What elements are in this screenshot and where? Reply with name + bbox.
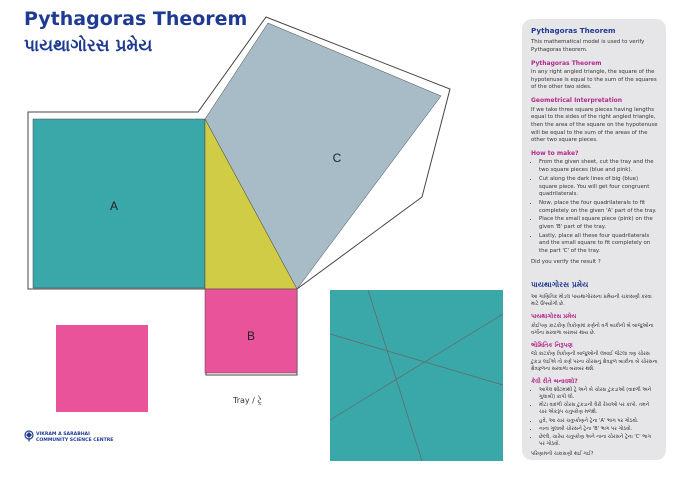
gu-section-theorem-text: કોઈપણ કાટકોણ ત્રિકોણમાં કર્ણનો વર્ગ બાકીની બે બાજુઓના વર્ગોના સરવાળા બરાબર થાય છે. xyxy=(531,322,654,336)
gu-step-item: • છેલ્લે, ચારેય ચતુષ્કોણ અને નાના ચોરસને ટ્રેના 'C' ભાગ પર ગોઠવો. xyxy=(539,434,658,448)
panel-intro: This mathematical model is used to verify Pythagoras theorem. xyxy=(531,39,645,53)
step-item: • From the given sheet, cut the tray and the two square pieces (blue and pink). xyxy=(539,159,658,174)
step-item: • Lastly, place all these four quadrilaterals and the small square to fit completely on the part 'C' of the tray. xyxy=(539,233,658,256)
label-a: A xyxy=(109,199,119,213)
tray-label: Tray / ટ્રે xyxy=(233,396,263,405)
logo-name-line2: COMMUNITY SCIENCE CENTRE xyxy=(36,438,114,444)
gujarati-section xyxy=(531,294,658,458)
section-theorem-title: Pythagoras Theorem xyxy=(531,59,602,67)
gu-step-item: • નાના ગુલાબી ચોરસને ટ્રેના 'B' ભાગ પર ગોઠવો. xyxy=(539,426,658,433)
gu-intro: આ ગાણિતિક મોડલ પાયથાગોરસના પ્રમેયની ચકાસણી કરવા માટે ઉપયોગી છે. xyxy=(531,294,652,308)
step-item: • Place the small square piece (pink) on the given 'B' part of the tray. xyxy=(539,216,658,231)
section-geometry-text: If we take three square pieces having lengths equal to the sides of the right angled triangle, then the area of the square on the hypotenuse will be equal to the sum of the areas of the other two square pieces. xyxy=(531,106,658,144)
step-item: • Now, place the four quadrilaterals to fit completely on the given 'A' part of the tray. xyxy=(539,200,658,215)
gu-section-geometry-text: જો કાટકોણ ત્રિકોણની બાજુઓની લંબાઈ જેટલા ત્રણ ચોરસ ટુકડા લઈએ તો કર્ણ પરના ચોરસનું ક્ષેત્રફળ બાકીના બે ચોરસના ક્ષેત્રફળના સરવાળા બરાબર થશે. xyxy=(531,351,658,372)
blue-square-piece xyxy=(330,290,503,461)
gu-steps-list xyxy=(531,387,658,448)
label-b: B xyxy=(246,329,256,343)
instructions-panel xyxy=(522,19,666,460)
gu-section-geometry-title: ભૌમિતિક નિરૂપણ xyxy=(531,341,573,349)
label-c: C xyxy=(332,151,342,165)
square-a xyxy=(33,119,205,288)
gu-section-how-title: કેવી રીતે બનાવશો? xyxy=(531,377,578,385)
vasscc-logo-icon xyxy=(24,430,34,442)
pink-square-piece xyxy=(56,325,148,412)
step-item: • Cut along the dark lines of big (blue) square piece. You will get four congruent quadrilaterals. xyxy=(539,176,658,199)
page-title-gujarati: પાયથાગોરસ પ્રમેય xyxy=(24,36,153,56)
steps-list xyxy=(531,159,658,255)
gu-step-item: • હવે, આ ચાર ચતુષ્કોણને ટ્રેના 'A' ભાગ પર ગોઠવો. xyxy=(539,418,658,425)
panel-title-gujarati: પાયથાગોરસ પ્રમેય xyxy=(531,280,589,290)
page-title: Pythagoras Theorem xyxy=(24,8,248,30)
logo-name xyxy=(36,432,113,444)
gu-section-theorem-title: પાયથાગોરસ પ્રમેય xyxy=(531,313,577,321)
verify-question: Did you verify the result ? xyxy=(531,258,601,265)
gu-verify-question: પરિણામની ચકાસણી થઈ ગઈ? xyxy=(531,450,594,457)
gu-step-item: • મોટા વાદળી ચોરસ ટુકડાની ઘેરી રેખાઓ પર કાપો. તમને ચાર એકરૂપ ચતુષ્કોણ મળશે. xyxy=(539,402,658,416)
section-how-title: How to make? xyxy=(531,149,579,157)
panel-title: Pythagoras Theorem xyxy=(531,26,616,35)
section-theorem-text: In any right angled triangle, the square of the hypotenuse is equal to the sum of the squares of the other two sides. xyxy=(531,69,657,91)
gu-step-item: • આપેલ શીટમાંથી ટ્રે અને બે ચોરસ ટુકડાઓ (વાદળી અને ગુલાબી) કાપી લો. xyxy=(539,387,658,401)
section-geometry-title: Geometrical Interpretation xyxy=(531,97,623,105)
logo-name-line1: VIKRAM A SARABHAI xyxy=(36,432,90,437)
